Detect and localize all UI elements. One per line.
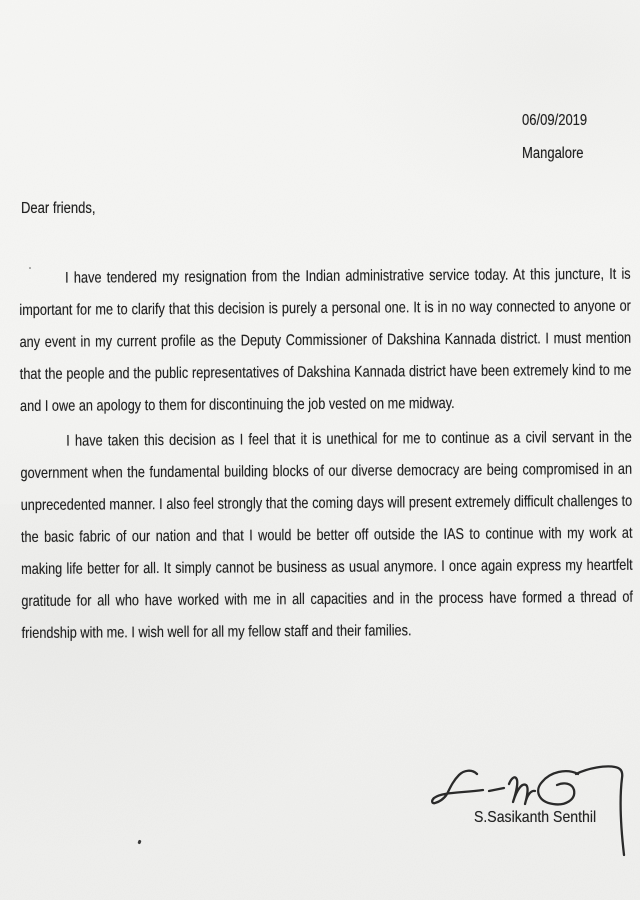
paragraph-reason: I have taken this decision as I feel that it is unethical for me to continue as a civil servant in the government when the fundamental building blocks of our diverse democracy are being compromised in an unprecedented manner. I also feel strongly that the coming days will present extremely difficult challenges to the basic fabric of our nation and that I would be better off outside the IAS to continue with my work at making life better for all. It simply cannot be business as usual anymore. I once again express my heartfelt gratitude for all who have worked with me in all capacities and in the process have formed a thread of friendship with me. I wish well for all my fellow staff and their families.: [20, 428, 633, 642]
letter-date: 06/09/2019: [522, 112, 588, 129]
signatory-name: S.Sasikanth Senthil: [474, 809, 597, 826]
paragraph-resignation: I have tendered my resignation from the Indian administrative service today. At this juncture, It is important for me to clarify that this decision is purely a personal one. It is in no way connected to anyone or any event in my current profile as the Deputy Commissioner of Dakshina Kannada district. I must mention that the people and the public representatives of Dakshina Kannada district have been extremely kind to me and I owe an apology to them for discontinuing the job vested on me midway.: [19, 265, 632, 415]
date-place-block: [522, 104, 587, 170]
letter-place: Mangalore: [522, 145, 584, 162]
letter-body: [19, 259, 633, 653]
salutation: Dear friends,: [21, 200, 96, 217]
scan-speck: [137, 840, 141, 845]
scan-speck: [29, 267, 31, 269]
